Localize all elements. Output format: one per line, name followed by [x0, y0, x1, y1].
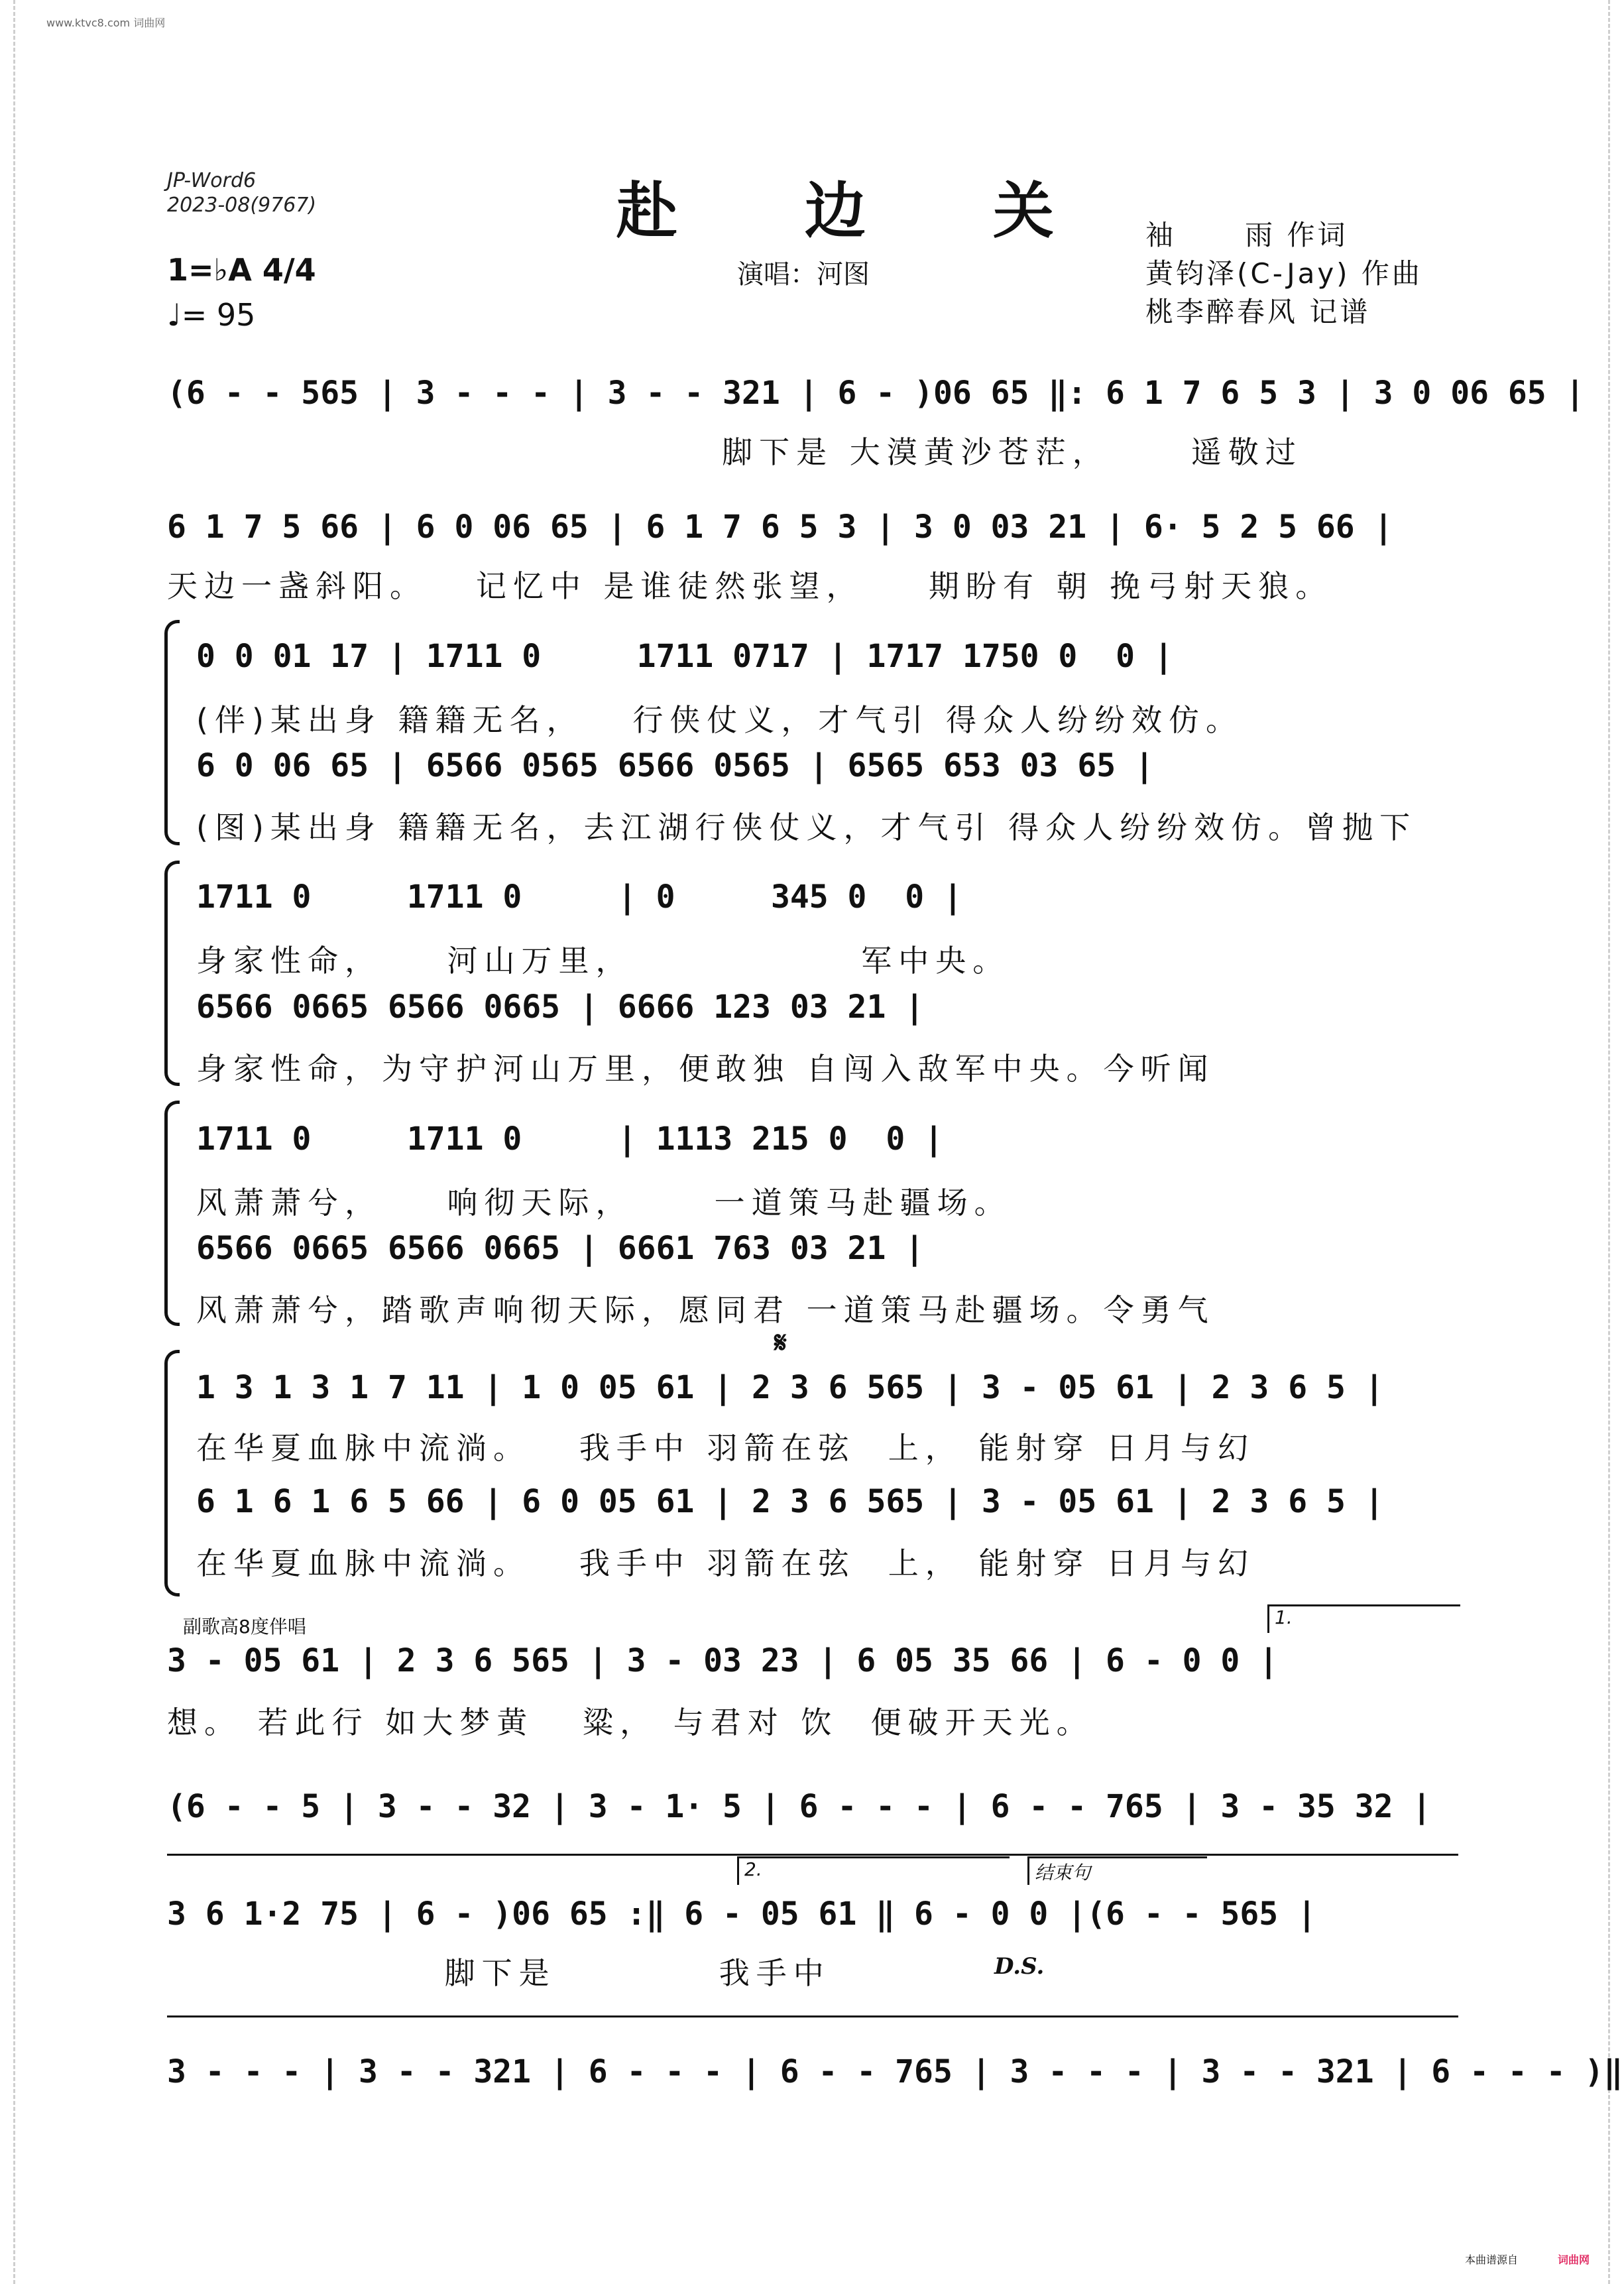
ending-mark: 结束句: [1027, 1856, 1207, 1885]
score-row: [196, 633, 1458, 738]
note-line: 6 0 06 65 | 6566 0565 6566 0565 | 6565 653 03 65 |: [196, 747, 1154, 784]
lyric-line: 在华夏血脉中流淌。 我手中 羽箭在弦 上， 能射穿 日月与幻: [196, 1545, 1255, 1581]
system-rule: [167, 2015, 1458, 2017]
score-row: [167, 504, 1458, 603]
site-tag: www.ktvc8.com 词曲网: [46, 17, 166, 29]
score-row: [167, 370, 1585, 470]
segno-sign: 𝄋: [774, 1326, 787, 1360]
score-row: [196, 1364, 1458, 1464]
note-line: 1711 0 1711 0 | 0 345 0 0 |: [196, 878, 962, 916]
note-line: 1711 0 1711 0 | 1113 215 0 0 |: [196, 1120, 944, 1158]
volta-1: 1.: [1267, 1604, 1460, 1633]
note-line: 3 - 05 61 | 2 3 6 565 | 3 - 03 23 | 6 05 35 66 | 6 - 0 0 |: [167, 1642, 1279, 1679]
footer-site: 词曲网: [1558, 2254, 1590, 2266]
note-line: 0 0 01 17 | 1711 0 1711 0717 | 1717 1750 0 0 |: [196, 638, 1173, 675]
lyric-line: 风萧萧兮， 响彻天际， 一道策马赴疆场。: [196, 1185, 1012, 1221]
tempo-marking: ♩= 95: [167, 297, 256, 333]
left-dotted-border: [13, 0, 15, 2284]
singer-label: 演唱：河图: [737, 259, 870, 290]
note-line: 6 1 7 5 66 | 6 0 06 65 | 6 1 7 6 5 3 | 3 0 03 21 | 6· 5 2 5 66 |: [167, 509, 1393, 546]
note-line: 6566 0665 6566 0665 | 6666 123 03 21 |: [196, 989, 925, 1026]
score-row: [196, 1225, 1458, 1328]
right-dotted-border: [1608, 0, 1610, 2284]
score-row: [196, 984, 1458, 1087]
system-brace: [164, 1350, 180, 1596]
lyric-line: (伴)某出身 籍籍无名， 行侠仗义，才气引 得众人纷纷效仿。: [196, 702, 1244, 738]
chorus-note: 副歌高8度伴唱: [183, 1616, 306, 1638]
ds-mark: D.S.: [994, 1953, 1045, 1980]
lyric-line: 天边一盏斜阳。 记忆中 是谁徒然张望， 期盼有 朝 挽弓射天狼。: [167, 568, 1333, 604]
system-rule: [167, 1854, 1458, 1856]
score-row: [167, 1891, 1458, 1990]
volta-2: 2.: [737, 1856, 1010, 1885]
note-line: (6 - - 5 | 3 - - 32 | 3 - 1· 5 | 6 - - - | 6 - - 765 | 3 - 35 32 |: [167, 1788, 1432, 1825]
lyric-line: 在华夏血脉中流淌。 我手中 羽箭在弦 上， 能射穿 日月与幻: [196, 1430, 1255, 1466]
lyric-line: (图)某出身 籍籍无名，去江湖行侠仗义，才气引 得众人纷纷效仿。曾抛下: [196, 810, 1417, 845]
score-row: [196, 874, 1458, 979]
lyric-line: 脚下是 大漠黄沙苍茫， 遥敬过: [167, 434, 1303, 470]
note-line: 6 1 6 1 6 5 66 | 6 0 05 61 | 2 3 6 565 | 3 - 05 61 | 2 3 6 5 |: [196, 1483, 1384, 1520]
note-line: 3 6 1·2 75 | 6 - )06 65 :‖ 6 - 05 61 ‖ 6 - 0 0 |(6 - - 565 |: [167, 1895, 1316, 1933]
score-row: [167, 1638, 1458, 1740]
score-row: [167, 2049, 1623, 2148]
lyric-line: 脚下是 我手中: [167, 1955, 831, 1991]
score-row: [196, 1478, 1458, 1581]
lyric-line: 身家性命， 河山万里， 军中央。: [196, 943, 1010, 979]
note-line: 1 3 1 3 1 7 11 | 1 0 05 61 | 2 3 6 565 | 3 - 05 61 | 2 3 6 5 |: [196, 1369, 1384, 1406]
footer-source: 本曲谱源自: [1465, 2254, 1519, 2266]
credit-lyrics: 袖 雨 作词: [1145, 219, 1348, 251]
credit-music: 黄钧泽(C-Jay) 作曲: [1145, 257, 1422, 290]
score-row: [196, 743, 1458, 845]
key-signature: 1=♭A 4/4: [167, 252, 316, 288]
lyric-line: 身家性命，为守护河山万里，便敢独 自闯入敌军中央。今听闻: [196, 1051, 1215, 1087]
system-brace: [164, 620, 180, 845]
note-line: 3 - - - | 3 - - 321 | 6 - - - | 6 - - 765 | 3 - - - | 3 - - 321 | 6 - - - )‖: [167, 2053, 1623, 2090]
credit-score: 桃李醉春风 记谱: [1145, 296, 1371, 328]
software-label: JP-Word6: [167, 169, 257, 192]
system-brace: [164, 1101, 180, 1326]
page-title: 赴 边 关: [616, 175, 1108, 247]
score-row: [196, 1116, 1458, 1221]
lyric-line: 想。 若此行 如大梦黄 粱， 与君对 饮 便破开天光。: [167, 1705, 1094, 1740]
note-line: (6 - - 565 | 3 - - - | 3 - - 321 | 6 - )06 65 ‖: 6 1 7 6 5 3 | 3 0 06 65 |: [167, 375, 1585, 412]
date-code: 2023-08(9767): [167, 194, 317, 217]
system-brace: [164, 861, 180, 1086]
note-line: 6566 0665 6566 0665 | 6661 763 03 21 |: [196, 1230, 925, 1267]
lyric-line: 风萧萧兮，踏歌声响彻天际，愿同君 一道策马赴疆场。令勇气: [196, 1292, 1215, 1328]
